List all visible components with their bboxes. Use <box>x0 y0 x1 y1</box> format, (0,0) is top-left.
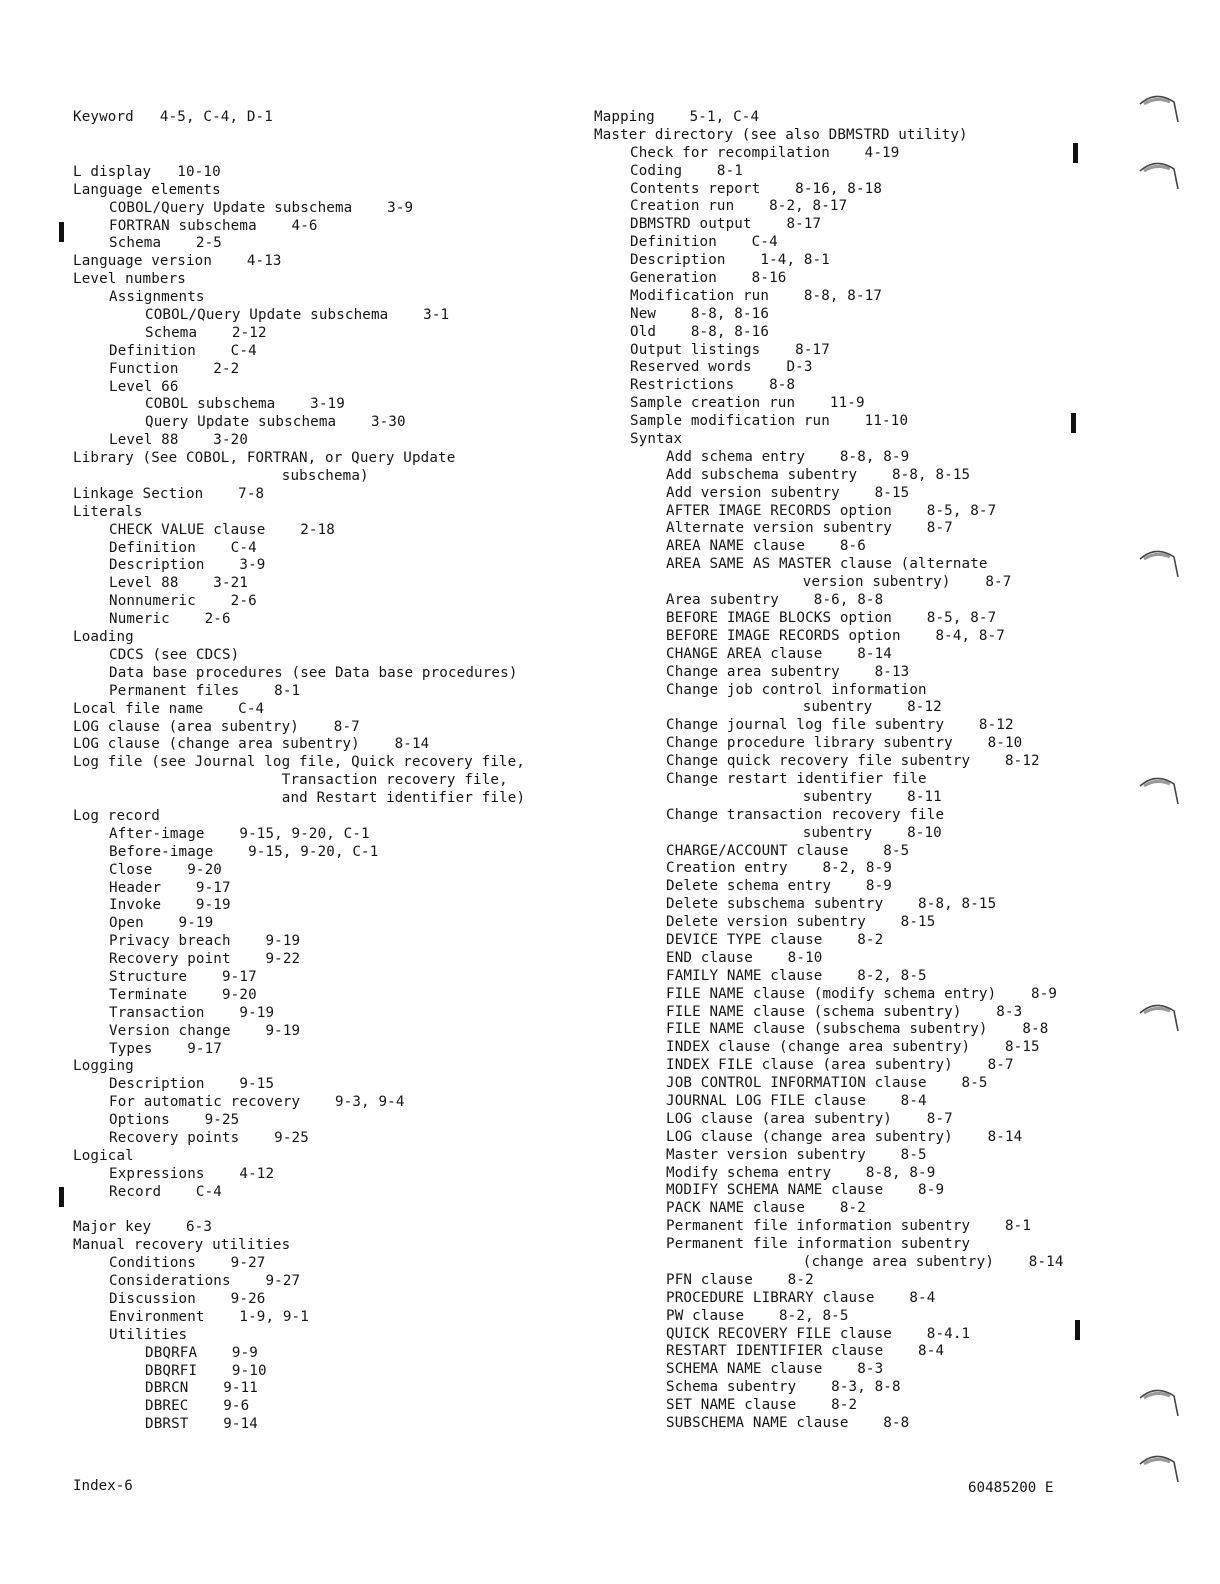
index-entry: AREA SAME AS MASTER clause (alternate <box>666 556 988 573</box>
index-entry: subschema) <box>281 468 369 485</box>
page-number: Index-6 <box>73 1478 133 1494</box>
index-entry: Reserved words D-3 <box>630 359 813 376</box>
index-entry: DBRCN 9-11 <box>145 1380 258 1397</box>
change-bar <box>1073 143 1078 163</box>
index-entry: Change procedure library subentry 8-10 <box>666 735 1023 752</box>
index-entry: Description 9-15 <box>109 1076 275 1093</box>
index-entry: MODIFY SCHEMA NAME clause 8-9 <box>666 1182 945 1199</box>
index-entry: LOG clause (area subentry) 8-7 <box>666 1110 953 1127</box>
index-entry: Master version subentry 8-5 <box>666 1146 927 1163</box>
index-entry: and Restart identifier file) <box>281 790 526 807</box>
index-entry: Query Update subschema 3-30 <box>145 414 406 431</box>
index-entry: COBOL/Query Update subschema 3-9 <box>109 199 414 216</box>
index-entry: Description 1-4, 8-1 <box>630 252 830 269</box>
index-entry: Function 2-2 <box>109 360 240 377</box>
index-entry: Close 9-20 <box>109 861 222 878</box>
index-entry: Environment 1-9, 9-1 <box>109 1308 309 1325</box>
index-entry: Options 9-25 <box>109 1112 240 1129</box>
index-entry: JOB CONTROL INFORMATION clause 8-5 <box>666 1075 988 1092</box>
index-entry: After-image 9-15, 9-20, C-1 <box>109 825 370 842</box>
index-entry: Change area subentry 8-13 <box>666 663 910 680</box>
punch-hole-mark <box>1136 543 1182 585</box>
index-entry: LOG clause (change area subentry) 8-14 <box>73 736 430 753</box>
index-entry: Mapping 5-1, C-4 <box>594 109 760 125</box>
index-entry: Change job control information <box>666 681 927 698</box>
index-entry: SCHEMA NAME clause 8-3 <box>666 1361 884 1378</box>
index-entry: Major key 6-3 <box>73 1219 213 1236</box>
index-entry: Considerations 9-27 <box>109 1273 301 1290</box>
index-entry: Local file name C-4 <box>73 700 265 717</box>
index-left-column <box>73 109 573 1434</box>
index-entry: PW clause 8-2, 8-5 <box>666 1307 849 1324</box>
index-entry: DBREC 9-6 <box>145 1398 250 1415</box>
index-entry: SUBSCHEMA NAME clause 8-8 <box>666 1415 910 1432</box>
index-entry: INDEX clause (change area subentry) 8-15 <box>666 1039 1040 1056</box>
index-entry: Invoke 9-19 <box>109 897 231 914</box>
index-entry: Creation entry 8-2, 8-9 <box>666 860 892 877</box>
punch-hole-mark <box>1136 1448 1182 1490</box>
index-entry: LOG clause (area subentry) 8-7 <box>73 718 360 735</box>
change-bar <box>59 1187 64 1207</box>
index-entry: Contents report 8-16, 8-18 <box>630 180 883 197</box>
index-entry: (change area subentry) 8-14 <box>802 1254 1064 1270</box>
index-entry: Linkage Section 7-8 <box>73 485 265 502</box>
index-entry: Creation run 8-2, 8-17 <box>630 198 848 215</box>
index-right-column <box>594 109 1094 1433</box>
index-entry: PACK NAME clause 8-2 <box>666 1200 866 1217</box>
index-entry: Discussion 9-26 <box>109 1291 266 1307</box>
index-entry: Delete version subentry 8-15 <box>666 914 936 931</box>
document-number: 60485200 E <box>968 1480 1054 1496</box>
index-entry: Permanent file information subentry <box>666 1236 971 1253</box>
index-entry: Record C-4 <box>109 1183 222 1200</box>
index-entry: AREA NAME clause 8-6 <box>666 538 866 555</box>
index-entry: FILE NAME clause (modify schema entry) 8-9 <box>666 985 1058 1002</box>
index-entry: subentry 8-10 <box>802 824 942 841</box>
index-entry: For automatic recovery 9-3, 9-4 <box>109 1094 405 1111</box>
index-entry: Version change 9-19 <box>109 1022 301 1039</box>
index-entry: LOG clause (change area subentry) 8-14 <box>666 1128 1023 1145</box>
index-entry: Assignments <box>109 289 205 306</box>
index-entry: Recovery point 9-22 <box>109 951 301 968</box>
index-entry: Manual recovery utilities <box>73 1237 291 1254</box>
index-entry: Level 88 3-21 <box>109 575 249 592</box>
index-entry: Types 9-17 <box>109 1040 222 1057</box>
punch-hole-mark <box>1136 155 1182 197</box>
index-entry: Structure 9-17 <box>109 968 257 985</box>
index-entry: Data base procedures (see Data base procedures) <box>109 664 518 681</box>
index-entry: DBQRFI 9-10 <box>145 1362 267 1379</box>
change-bar <box>1071 413 1076 433</box>
index-entry: DBQRFA 9-9 <box>145 1344 258 1361</box>
index-entry: Transaction 9-19 <box>109 1004 275 1021</box>
index-entry: Recovery points 9-25 <box>109 1129 309 1146</box>
index-entry: BEFORE IMAGE BLOCKS option 8-5, 8-7 <box>666 609 997 626</box>
index-entry: Numeric 2-6 <box>109 611 231 628</box>
index-entry: Privacy breach 9-19 <box>109 933 301 950</box>
index-entry: QUICK RECOVERY FILE clause 8-4.1 <box>666 1325 971 1342</box>
index-entry: COBOL/Query Update subschema 3-1 <box>145 307 450 324</box>
index-entry: version subentry) 8-7 <box>802 574 1012 591</box>
index-entry: Area subentry 8-6, 8-8 <box>666 592 884 609</box>
index-entry: Loading <box>73 629 134 646</box>
index-entry: Conditions 9-27 <box>109 1255 266 1272</box>
punch-hole-mark <box>1136 997 1182 1039</box>
index-entry: Add subschema subentry 8-8, 8-15 <box>666 466 971 483</box>
index-entry: Sample modification run 11-10 <box>630 413 909 430</box>
index-entry: Language elements <box>73 181 221 198</box>
index-entry: Transaction recovery file, <box>281 772 508 789</box>
index-entry: Definition C-4 <box>109 342 257 359</box>
index-entry: Keyword 4-5, C-4, D-1 <box>73 109 273 125</box>
index-entry: Nonnumeric 2-6 <box>109 593 257 610</box>
index-entry: CHECK VALUE clause 2-18 <box>109 521 335 538</box>
index-entry: Coding 8-1 <box>630 162 743 179</box>
index-entry: Library (See COBOL, FORTRAN, or Query Update <box>73 450 456 467</box>
index-entry: Definition C-4 <box>109 539 257 556</box>
index-entry: PFN clause 8-2 <box>666 1271 814 1288</box>
index-entry: Schema subentry 8-3, 8-8 <box>666 1379 901 1396</box>
index-entry: Language version 4-13 <box>73 253 282 270</box>
punch-hole-mark <box>1136 770 1182 812</box>
index-entry: Modification run 8-8, 8-17 <box>630 287 883 304</box>
index-entry: COBOL subschema 3-19 <box>145 396 345 413</box>
index-entry: Literals <box>73 503 143 520</box>
change-bar <box>59 222 64 242</box>
index-entry: DEVICE TYPE clause 8-2 <box>666 931 884 948</box>
index-entry: CHARGE/ACCOUNT clause 8-5 <box>666 842 910 859</box>
index-entry: Log file (see Journal log file, Quick recovery file, <box>73 754 525 771</box>
index-entry: subentry 8-12 <box>802 699 942 716</box>
index-entry: CHANGE AREA clause 8-14 <box>666 645 892 662</box>
punch-hole-mark <box>1136 1382 1182 1424</box>
index-entry: Change restart identifier file <box>666 770 927 787</box>
index-entry: Permanent file information subentry 8-1 <box>666 1218 1032 1235</box>
index-entry: Permanent files 8-1 <box>109 682 301 699</box>
index-entry: Schema 2-5 <box>109 235 222 252</box>
index-entry: CDCS (see CDCS) <box>109 646 240 663</box>
change-bar <box>1075 1320 1080 1340</box>
index-entry: Restrictions 8-8 <box>630 377 796 394</box>
index-entry: Check for recompilation 4-19 <box>630 144 900 161</box>
index-entry: Output listings 8-17 <box>630 341 830 358</box>
index-entry: FORTRAN subschema 4-6 <box>109 217 318 234</box>
index-entry: Expressions 4-12 <box>109 1165 275 1182</box>
index-entry: BEFORE IMAGE RECORDS option 8-4, 8-7 <box>666 627 1005 644</box>
index-entry: Sample creation run 11-9 <box>630 395 865 412</box>
index-entry: Definition C-4 <box>630 234 778 251</box>
punch-hole-mark <box>1136 88 1182 130</box>
index-entry: FILE NAME clause (schema subentry) 8-3 <box>666 1003 1023 1020</box>
index-entry: Alternate version subentry 8-7 <box>666 520 953 537</box>
index-entry: RESTART IDENTIFIER clause 8-4 <box>666 1343 945 1360</box>
index-entry: Utilities <box>109 1326 188 1343</box>
index-entry: subentry 8-11 <box>802 788 942 805</box>
index-entry: Change transaction recovery file <box>666 806 945 823</box>
index-entry: Terminate 9-20 <box>109 986 257 1003</box>
index-entry: Syntax <box>630 431 683 448</box>
index-entry: DBRST 9-14 <box>145 1416 258 1433</box>
index-entry: Old 8-8, 8-16 <box>630 323 770 340</box>
index-entry: Delete schema entry 8-9 <box>666 878 892 895</box>
index-entry: Before-image 9-15, 9-20, C-1 <box>109 843 379 860</box>
index-entry: Change journal log file subentry 8-12 <box>666 717 1014 734</box>
index-entry: AFTER IMAGE RECORDS option 8-5, 8-7 <box>666 502 997 519</box>
index-entry: FILE NAME clause (subschema subentry) 8-8 <box>666 1021 1049 1038</box>
index-entry: Delete subschema subentry 8-8, 8-15 <box>666 896 997 913</box>
index-entry: Level numbers <box>73 271 186 288</box>
index-entry: Logging <box>73 1058 134 1075</box>
index-entry: Open 9-19 <box>109 915 214 932</box>
index-entry: DBMSTRD output 8-17 <box>630 216 822 233</box>
index-entry: Description 3-9 <box>109 557 266 574</box>
index-entry: PROCEDURE LIBRARY clause 8-4 <box>666 1289 936 1306</box>
index-entry: Header 9-17 <box>109 879 231 896</box>
index-entry: INDEX FILE clause (area subentry) 8-7 <box>666 1057 1014 1074</box>
index-entry: Level 88 3-20 <box>109 432 249 449</box>
index-entry: Add version subentry 8-15 <box>666 484 910 501</box>
index-entry: Level 66 <box>109 378 179 395</box>
index-entry: SET NAME clause 8-2 <box>666 1397 858 1414</box>
spacer <box>73 127 573 164</box>
index-entry: Add schema entry 8-8, 8-9 <box>666 448 910 465</box>
index-entry: END clause 8-10 <box>666 949 823 966</box>
index-entry: Master directory (see also DBMSTRD utility) <box>594 126 968 143</box>
index-entry: Schema 2-12 <box>145 324 267 341</box>
index-entry: Modify schema entry 8-8, 8-9 <box>666 1164 936 1181</box>
index-entry: Change quick recovery file subentry 8-12 <box>666 753 1040 770</box>
index-entry: FAMILY NAME clause 8-2, 8-5 <box>666 967 927 984</box>
spacer <box>73 1202 573 1220</box>
index-entry: Log record <box>73 807 160 824</box>
index-entry: JOURNAL LOG FILE clause 8-4 <box>666 1092 927 1109</box>
index-entry: Logical <box>73 1147 134 1164</box>
index-entry: Generation 8-16 <box>630 270 787 287</box>
index-entry: New 8-8, 8-16 <box>630 305 770 322</box>
index-entry: L display 10-10 <box>73 163 221 180</box>
